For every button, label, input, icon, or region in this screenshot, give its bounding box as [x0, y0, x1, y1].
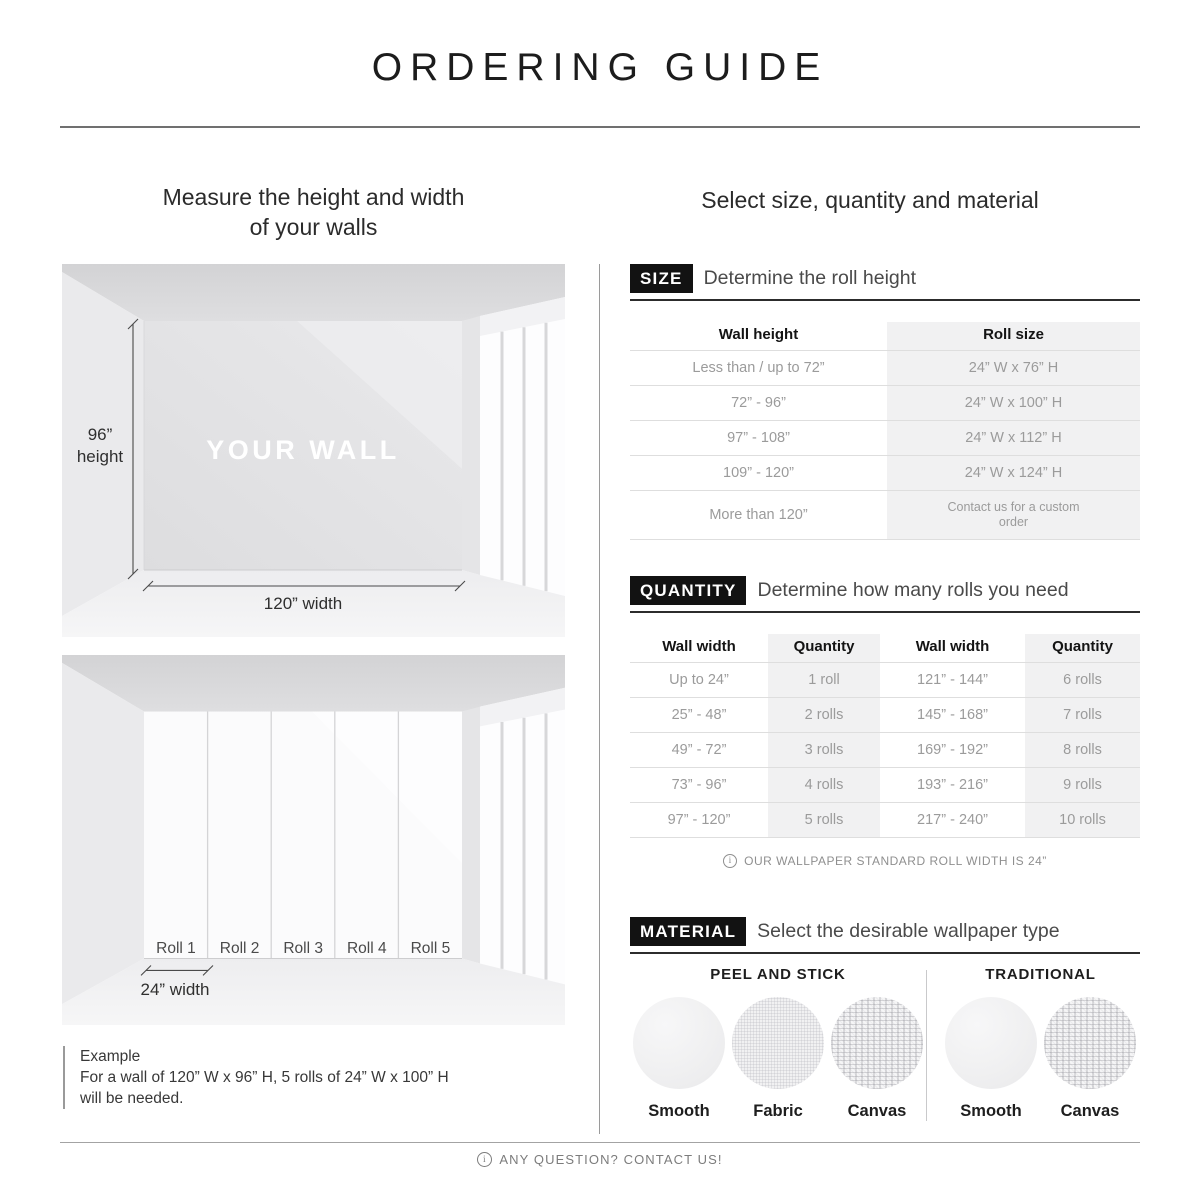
size-section-header: [630, 264, 1140, 301]
custom-order-text: Contact us for a custom order: [947, 500, 1080, 529]
ceiling: [62, 264, 565, 321]
traditional-group: [933, 966, 1140, 1121]
left-column-heading: [62, 182, 565, 242]
room-illustration-2: [62, 655, 565, 1025]
left-heading-line2: of your walls: [249, 214, 378, 240]
column-divider: [599, 264, 600, 1134]
wall-height-cell: More than 120”: [709, 507, 808, 523]
size-col-wall-height: Wall height: [718, 326, 799, 343]
quantity-section-header: [630, 576, 1140, 613]
wall-width-label: 120” width: [263, 594, 343, 613]
fabric-swatch: [730, 997, 826, 1121]
wall-width-cell: 97” - 120”: [667, 812, 731, 828]
qty-col-wall-width: Wall width: [915, 638, 990, 655]
wall-height-value: 96”: [87, 425, 113, 444]
fabric-texture-circle: [732, 997, 824, 1089]
quantity-cell: 5 rolls: [768, 803, 880, 837]
footer-note: [0, 1152, 1200, 1167]
quantity-table-row: [630, 663, 1140, 698]
example-title: Example: [80, 1048, 141, 1065]
smooth-texture-circle: [945, 997, 1037, 1089]
swatch-label: Canvas: [847, 1102, 907, 1120]
size-table-header: [630, 322, 1140, 351]
roll-size-cell: [887, 491, 1140, 539]
roll-size-cell: 24” W x 112” H: [887, 421, 1140, 455]
swatch-label: Canvas: [1060, 1102, 1120, 1120]
quantity-cell: 3 rolls: [768, 733, 880, 767]
wall-width-cell: 121” - 144”: [917, 672, 988, 688]
smooth-swatch: [631, 997, 727, 1121]
quantity-section: [630, 576, 1140, 868]
wall-width-cell: Up to 24”: [669, 672, 729, 688]
wall-width-cell: 217” - 240”: [917, 812, 988, 828]
footer-note-text: ANY QUESTION? CONTACT US!: [499, 1152, 723, 1167]
quantity-cell: 2 rolls: [768, 698, 880, 732]
room-measure-illustration: [62, 264, 565, 637]
info-icon: i: [477, 1152, 492, 1167]
size-table-row: [630, 421, 1140, 456]
size-subtitle: Determine the roll height: [703, 267, 917, 289]
quantity-table-row: [630, 768, 1140, 803]
swatch-label: Smooth: [648, 1102, 710, 1120]
canvas-swatch: [829, 997, 925, 1121]
size-col-roll-size: Roll size: [887, 322, 1140, 350]
roll-size-cell: 24” W x 100” H: [887, 386, 1140, 420]
canvas-texture-circle: [1044, 997, 1136, 1089]
wall-width-cell: 49” - 72”: [671, 742, 727, 758]
material-badge: MATERIAL: [630, 917, 746, 946]
swatch-label: Fabric: [753, 1102, 803, 1120]
wall-height-cell: 97” - 108”: [727, 430, 790, 446]
canvas-swatch: [1042, 997, 1138, 1121]
wall-width-cell: 25” - 48”: [671, 707, 727, 723]
wall-return: [462, 316, 480, 575]
your-wall-label: YOUR WALL: [206, 435, 400, 465]
size-table-row: [630, 351, 1140, 386]
ceiling: [62, 655, 565, 712]
size-table-row: [630, 456, 1140, 491]
size-table-row: [630, 491, 1140, 540]
canvas-texture-circle: [831, 997, 923, 1089]
info-icon: i: [723, 854, 737, 868]
smooth-texture-circle: [633, 997, 725, 1089]
material-section-header: [630, 917, 1140, 954]
quantity-badge: QUANTITY: [630, 576, 746, 605]
size-table-row: [630, 386, 1140, 421]
roll-3-label: Roll 3: [283, 940, 323, 957]
material-groups: [630, 966, 1140, 1121]
peel-and-stick-swatches: [630, 997, 926, 1121]
wall-width-cell: 145” - 168”: [917, 707, 988, 723]
quantity-cell: 9 rolls: [1025, 768, 1140, 802]
wall-height-word: height: [76, 447, 124, 466]
quantity-cell: 6 rolls: [1025, 663, 1140, 697]
example-line1: For a wall of 120” W x 96” H, 5 rolls of 24” W x 100” H: [80, 1069, 449, 1086]
peel-and-stick-title: PEEL AND STICK: [710, 966, 846, 983]
roll-4-label: Roll 4: [346, 940, 387, 957]
roll-width-note: [630, 854, 1140, 868]
smooth-swatch: [943, 997, 1039, 1121]
left-heading-line1: Measure the height and width: [162, 184, 465, 210]
wall-height-cell: 72” - 96”: [731, 395, 786, 411]
quantity-table-row: [630, 803, 1140, 838]
example-line2: will be needed.: [80, 1090, 184, 1107]
qty-col-quantity: Quantity: [768, 634, 880, 662]
room-rolls-illustration: [62, 655, 565, 1025]
quantity-cell: 4 rolls: [768, 768, 880, 802]
quantity-cell: 7 rolls: [1025, 698, 1140, 732]
roll-5-label: Roll 5: [410, 940, 451, 957]
quantity-table-row: [630, 733, 1140, 768]
quantity-cell: 1 roll: [768, 663, 880, 697]
roll-2-label: Roll 2: [219, 940, 260, 957]
roll-size-cell: 24” W x 124” H: [887, 456, 1140, 490]
size-table: [630, 322, 1140, 540]
peel-and-stick-group: [630, 966, 926, 1121]
material-section: [630, 917, 1140, 1121]
roll-1-label: Roll 1: [156, 940, 196, 957]
wall-height-label: [62, 424, 138, 468]
size-section: [630, 264, 1140, 540]
roll-size-cell: 24” W x 76” H: [887, 351, 1140, 385]
wall-width-cell: 169” - 192”: [917, 742, 988, 758]
material-group-divider: [926, 970, 927, 1121]
roll-width-label: 24” width: [140, 980, 210, 999]
quantity-table-row: [630, 698, 1140, 733]
swatch-label: Smooth: [960, 1102, 1022, 1120]
quantity-table-header: [630, 634, 1140, 663]
material-subtitle: Select the desirable wallpaper type: [757, 920, 1060, 942]
quantity-table: [630, 634, 1140, 838]
wall-height-cell: 109” - 120”: [723, 465, 794, 481]
wall-return: [462, 707, 480, 964]
wall-height-cell: Less than / up to 72”: [692, 360, 825, 376]
traditional-title: TRADITIONAL: [985, 966, 1096, 983]
traditional-swatches: [941, 997, 1140, 1121]
quantity-subtitle: Determine how many rolls you need: [757, 579, 1069, 601]
page-title: ORDERING GUIDE: [371, 46, 829, 89]
roll-width-note-text: OUR WALLPAPER STANDARD ROLL WIDTH IS 24”: [744, 854, 1047, 868]
example-block: [63, 1046, 533, 1109]
quantity-cell: 10 rolls: [1025, 803, 1140, 837]
right-column-heading: Select size, quantity and material: [701, 187, 1039, 213]
title-divider: [60, 126, 1140, 128]
wall-width-cell: 73” - 96”: [671, 777, 727, 793]
qty-col-quantity: Quantity: [1025, 634, 1140, 662]
size-badge: SIZE: [630, 264, 693, 293]
qty-col-wall-width: Wall width: [662, 638, 736, 655]
wall-width-cell: 193” - 216”: [917, 777, 988, 793]
quantity-cell: 8 rolls: [1025, 733, 1140, 767]
footer-divider: [60, 1142, 1140, 1143]
left-wall: [62, 663, 144, 1004]
